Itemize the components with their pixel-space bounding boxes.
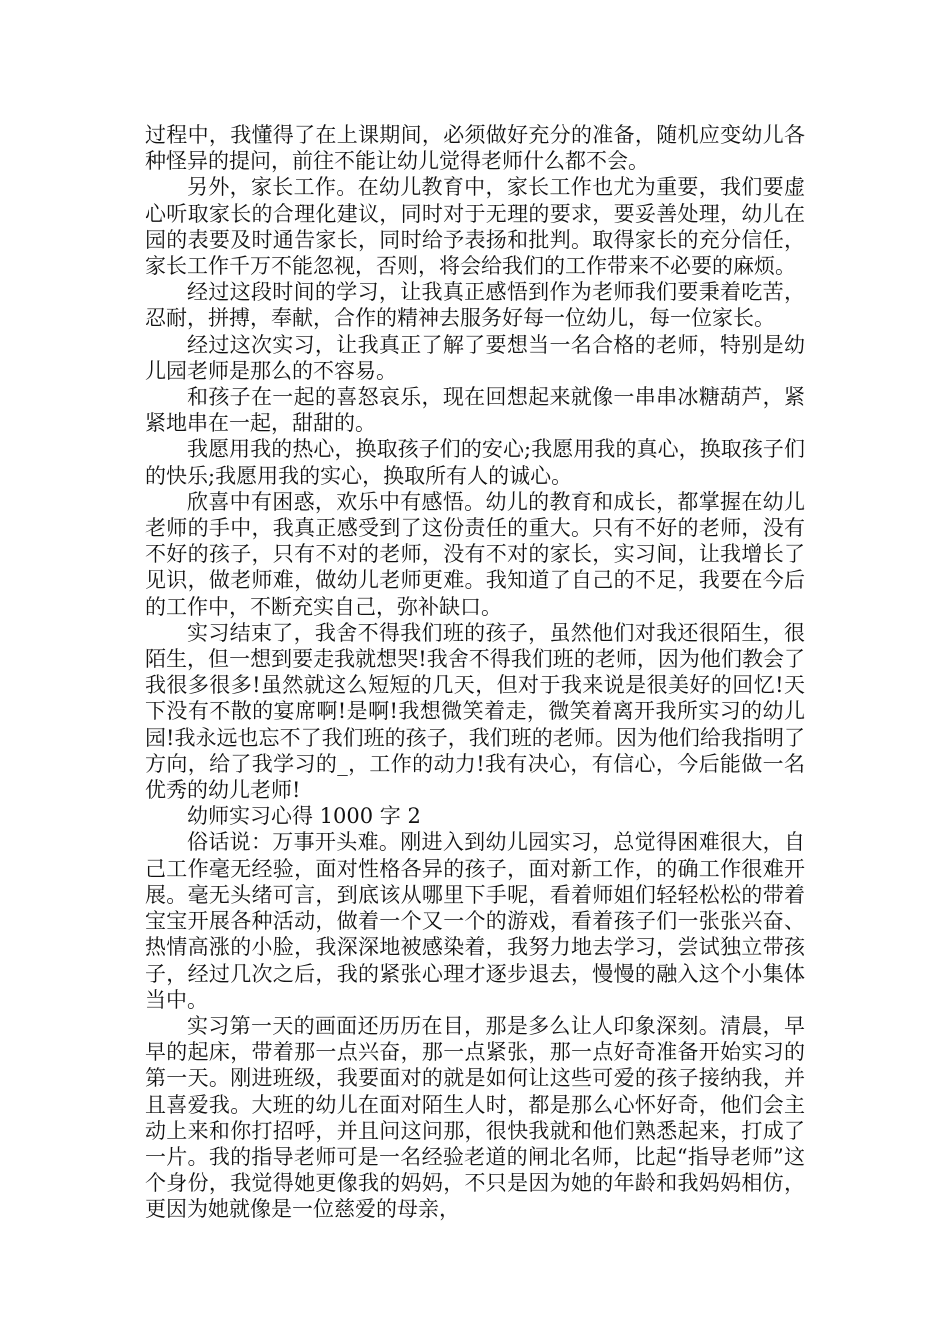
paragraph-8: 实习结束了，我舍不得我们班的孩子，虽然他们对我还很陌生，很陌生，但一想到要走我就想哭!我舍不得我们班的老师，因为他们教会了我很多很多!虽然就这么短短的几天，但对于我来说是很美好的回忆!天下没有不散的宴席啊!是啊!我想微笑着走，微笑着离开我所实习的幼儿园!我永远也忘不了我们班的孩子，我们班的老师。因为他们给我指明了方向，给了我学习的_，工作的动力!我有决心，有信心，今后能做一名优秀的幼儿老师! [145, 620, 805, 803]
paragraph-6: 我愿用我的热心，换取孩子们的安心;我愿用我的真心，换取孩子们的快乐;我愿用我的实心，换取所有人的诚心。 [145, 437, 805, 488]
section-heading: 幼师实习心得 1000 字 2 [187, 804, 421, 829]
paragraph-5: 和孩子在一起的喜怒哀乐，现在回想起来就像一串串冰糖葫芦，紧紧地串在一起，甜甜的。 [145, 385, 805, 436]
paragraph-4: 经过这次实习，让我真正了解了要想当一名合格的老师，特别是幼儿园老师是那么的不容易。 [145, 332, 805, 383]
paragraph-3: 经过这段时间的学习，让我真正感悟到作为老师我们要秉着吃苦，忍耐，拼搏，奉献，合作的精神去服务好每一位幼儿，每一位家长。 [145, 280, 805, 331]
paragraph-7: 欣喜中有困惑，欢乐中有感悟。幼儿的教育和成长，都掌握在幼儿老师的手中，我真正感受到了这份责任的重大。只有不好的老师，没有不好的孩子，只有不对的老师，没有不对的家长，实习间，让我增长了见识，做老师难，做幼儿老师更难。我知道了自己的不足，我要在今后的工作中，不断充实自己，弥补缺口。 [145, 489, 805, 619]
document-body [145, 122, 805, 1223]
paragraph-2: 另外，家长工作。在幼儿教育中，家长工作也尤为重要，我们要虚心听取家长的合理化建议，同时对于无理的要求，要妥善处理，幼儿在园的表要及时通告家长，同时给予表扬和批判。取得家长的充分信任，家长工作千万不能忽视，否则，将会给我们的工作带来不必要的麻烦。 [145, 175, 805, 279]
paragraph-9: 俗话说：万事开头难。刚进入到幼儿园实习，总觉得困难很大，自己工作毫无经验，面对性格各异的孩子，面对新工作，的确工作很难开展。毫无头绪可言，到底该从哪里下手呢，看着师姐们轻轻松松的带着宝宝开展各种活动，做着一个又一个的游戏，看着孩子们一张张兴奋、热情高涨的小脸，我深深地被感染着，我努力地去学习，尝试独立带孩子，经过几次之后，我的紧张心理才逐步退去，慢慢的融入这个小集体当中。 [145, 830, 805, 1012]
paragraph-1: 过程中，我懂得了在上课期间，必须做好充分的准备，随机应变幼儿各种怪异的提问，前往不能让幼儿觉得老师什么都不会。 [145, 123, 805, 174]
paragraph-10: 实习第一天的画面还历历在目，那是多么让人印象深刻。清晨，早早的起床，带着那一点兴奋，那一点紧张，那一点好奇准备开始实习的第一天。刚进班级，我要面对的就是如何让这些可爱的孩子接纳我，并且喜爱我。大班的幼儿在面对陌生人时，都是那么心怀好奇，他们会主动上来和你打招呼，并且问这问那，很快我就和他们熟悉起来，打成了一片。我的指导老师可是一名经验老道的闸北名师，比起“指导老师”这个身份，我觉得她更像我的妈妈，不只是因为她的年龄和我妈妈相仿，更因为她就像是一位慈爱的母亲， [145, 1013, 805, 1222]
